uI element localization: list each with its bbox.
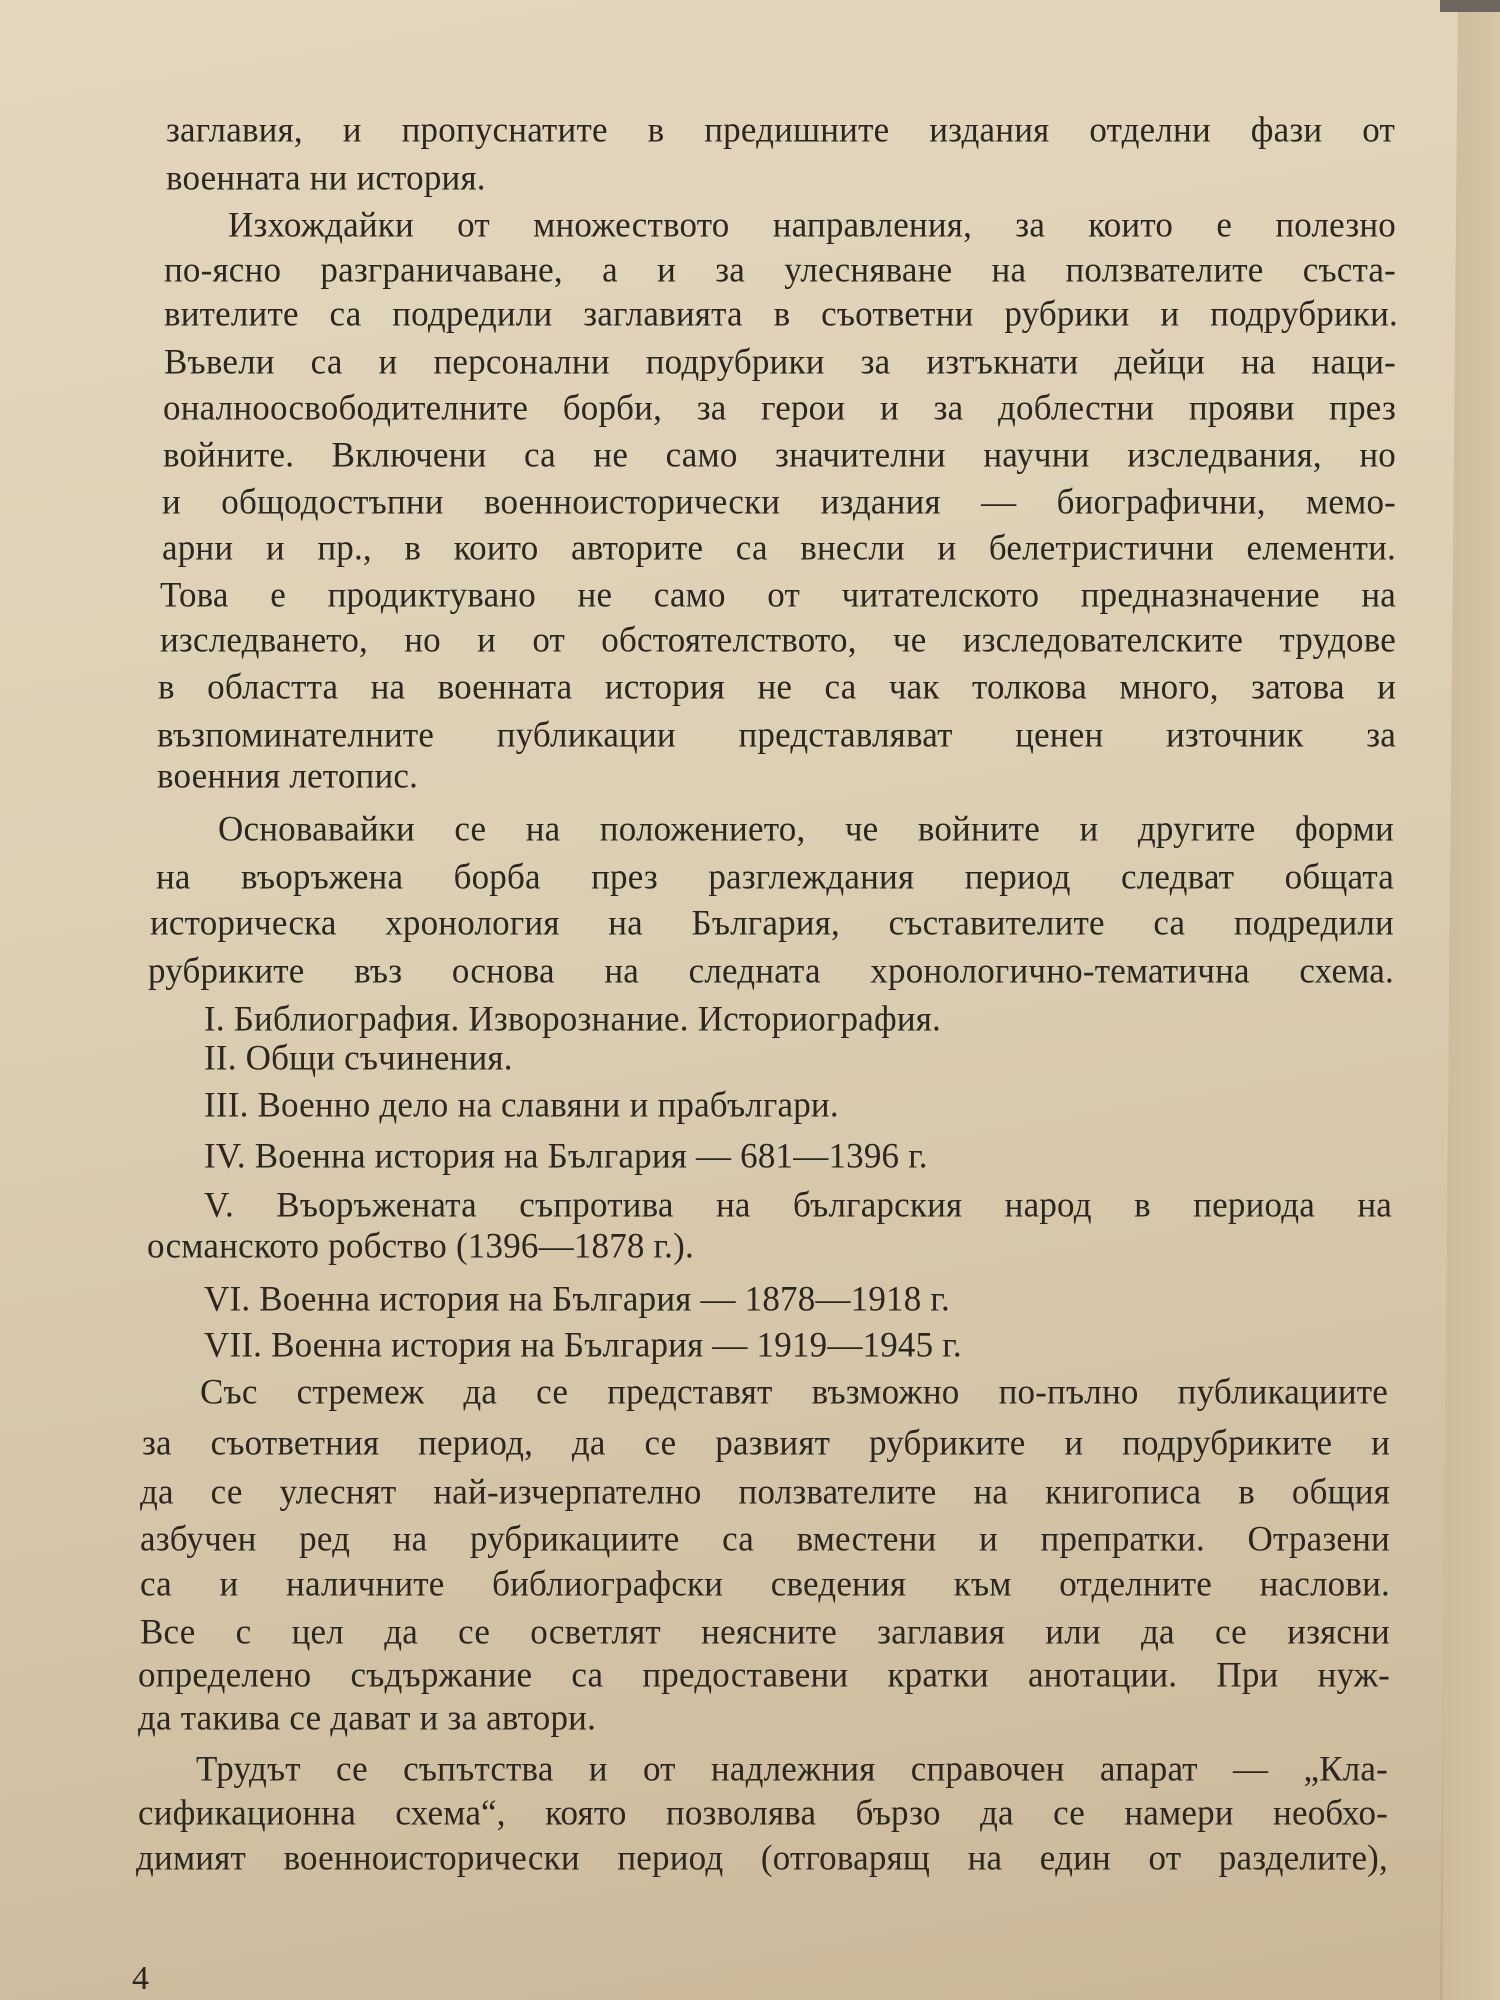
text-line: III. Военно дело на славяни и прабългари. — [204, 1084, 839, 1125]
text-line: на въоръжена борба през разглеждания период следват общата — [156, 856, 1394, 897]
text-line: историческа хронология на България, съставителите са подредили — [150, 902, 1394, 943]
text-line: Изхождайки от множеството направления, за които е полезно — [228, 204, 1396, 245]
text-line: Все с цел да се осветлят неясните заглавия или да се изясни — [140, 1611, 1390, 1652]
text-line: II. Общи съчинения. — [204, 1037, 513, 1078]
text-line: са и наличните библиографски сведения към отделните наслови. — [140, 1563, 1390, 1604]
text-line: Въвели са и персонални подрубрики за изтъкнати дейци на наци- — [164, 341, 1396, 382]
background-shadow — [1440, 0, 1500, 12]
page-number: 4 — [132, 1960, 149, 1997]
text-line: I. Библиография. Изворознание. Историография. — [204, 998, 942, 1039]
text-line: военния летопис. — [157, 755, 419, 796]
text-line: и общодостъпни военноисторически издания — биографични, мемо- — [162, 481, 1396, 522]
text-line: изследването, но и от обстоятелството, че изследователските трудове — [160, 619, 1396, 660]
text-line: в областта на военната история не са чак толкова много, затова и — [158, 666, 1396, 707]
text-line: войните. Включени са не само значителни научни изследвания, но — [163, 434, 1396, 475]
text-line: Основавайки се на положението, че войните и другите форми — [218, 808, 1394, 849]
text-line: вителите са подредили заглавията в съответни рубрики и подрубрики. — [164, 293, 1398, 334]
text-line: V. Въоръжената съпротива на българския народ в периода на — [204, 1184, 1392, 1225]
text-line: рубриките въз основа на следната хронологично-тематична схема. — [148, 950, 1394, 991]
text-line: да се улеснят най-изчерпателно ползвателите на книгописа в общия — [140, 1471, 1390, 1512]
text-line: азбучен ред на рубрикациите са вместени и препратки. Отразени — [140, 1518, 1390, 1559]
text-line: османското робство (1396—1878 г.). — [147, 1225, 694, 1266]
text-line: Със стремеж да се представят възможно по-пълно публикациите — [200, 1371, 1388, 1412]
text-line: IV. Военна история на България — 681—1396 г. — [204, 1135, 928, 1176]
text-line: арни и пр., в които авторите са внесли и белетристични елементи. — [162, 527, 1396, 568]
text-line: сификационна схема“, която позволява бързо да се намери необхо- — [138, 1792, 1388, 1833]
text-line: да такива се дават и за автори. — [138, 1697, 597, 1738]
text-line: Трудът се съпътства и от надлежния справочен апарат — „Кла- — [196, 1748, 1388, 1789]
text-line: VI. Военна история на България — 1878—1918 г. — [204, 1278, 950, 1319]
text-line: за съответния период, да се развият рубриките и подрубриките и — [142, 1422, 1390, 1463]
text-line: военната ни история. — [166, 157, 486, 198]
text-line: VII. Военна история на България — 1919—1945 г. — [204, 1324, 962, 1365]
text-line: оналноосвободителните борби, за герои и за доблестни прояви през — [163, 387, 1396, 428]
page-edge — [1440, 0, 1500, 2000]
text-line: Това е продиктувано не само от читателското предназначение на — [160, 574, 1396, 615]
text-line: възпоминателните публикации представляват ценен източник за — [157, 714, 1396, 755]
text-line: димият военноисторически период (отговарящ на един от разделите), — [136, 1837, 1388, 1878]
text-line: определено съдържание са предоставени кратки анотации. При нуж- — [138, 1654, 1390, 1695]
text-line: по-ясно разграничаване, а и за улесняване на ползвателите съста- — [164, 249, 1396, 290]
text-line: заглавия, и пропуснатите в предишните издания отделни фази от — [166, 109, 1395, 150]
